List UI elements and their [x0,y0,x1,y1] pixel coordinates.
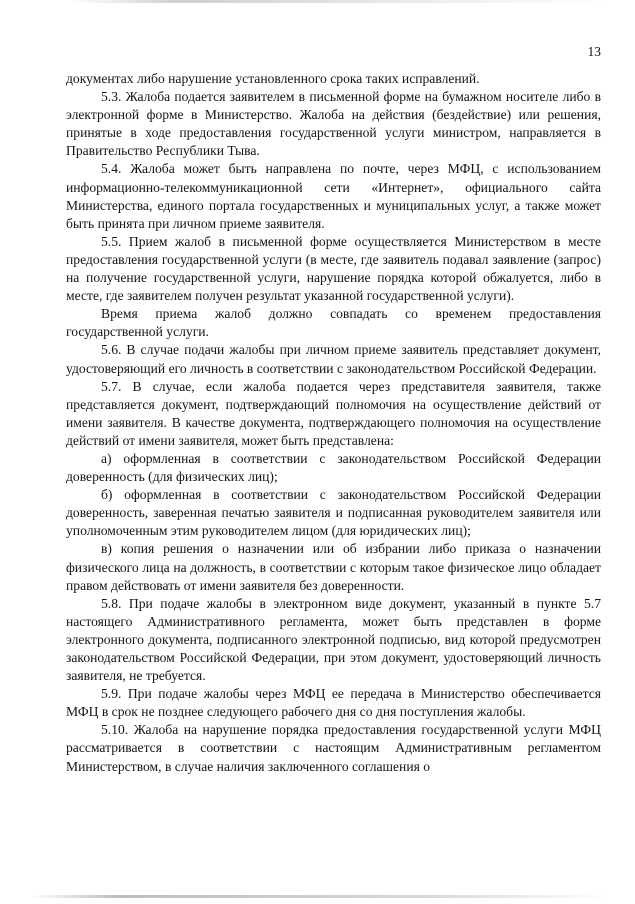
page-number: 13 [587,44,601,59]
list-item-b: б) оформленная в соответствии с законодательством Российской Федерации доверенность, заверенная печатью заявителя и подписанная руководителем заявителя или уполномоченным этим руководителем лицом (для юридических лиц); [66,487,601,539]
document-body [66,70,601,776]
paragraph-5-9: 5.9. При подаче жалобы через МФЦ ее передача в Министерство обеспечивается МФЦ в срок не позднее следующего рабочего дня со дня поступления жалобы. [66,686,601,720]
scan-edge-bottom [30,895,610,898]
list-item-a: а) оформленная в соответствии с законодательством Российской Федерации доверенность (для физических лиц); [66,450,601,485]
paragraph-reception-time: Время приема жалоб должно совпадать со временем предоставления государственной услуги. [66,306,601,340]
list-item-v: в) копия решения о назначении или об избрании либо приказа о назначении физического лица на должность, в соответствии с которым такое физическое лицо обладает правом действовать от имени заявителя без доверенности. [66,541,601,593]
paragraph-continuation: документах либо нарушение установленного срока таких исправлений. [66,71,480,86]
paragraph-5-10: 5.10. Жалоба на нарушение порядка предоставления государственной услуги МФЦ рассматривается в соответствии с настоящим Административным регламентом Министерством, в случае наличия заключенного соглашения о [66,722,601,774]
paragraph-5-7: 5.7. В случае, если жалоба подается через представителя заявителя, также представляется документ, подтверждающий полномочия на осуществление действий от имени заявителя. В качестве документа, подтверждающего полномочия на осуществление действий от имени заявителя, может быть представлена: [66,378,601,448]
paragraph-5-3: 5.3. Жалоба подается заявителем в письменной форме на бумажном носителе либо в электронной форме в Министерство. Жалоба на действия (бездействие) или решения, принятые в ходе предоставления государственной услуги министром, направляется в Правительство Республики Тыва. [66,89,601,159]
scan-edge-top [70,0,610,3]
paragraph-5-5: 5.5. Прием жалоб в письменной форме осуществляется Министерством в месте предоставления государственной услуги (в месте, где заявитель подавал заявление (запрос) на получение государственной услуги, нарушение порядка которой обжалуется, либо в месте, где заявителем получен результат указанной государственной услуги). [66,233,601,304]
paragraph-5-8: 5.8. При подаче жалобы в электронном виде документ, указанный в пункте 5.7 настоящего Административного регламента, может быть представлен в форме электронного документа, подписанного электронной подписью, вид которой предусмотрен законодательством Российской Федерации, при этом документ, удостоверяющий личность заявителя, не требуется. [66,595,601,684]
paragraph-5-4: 5.4. Жалоба может быть направлена по почте, через МФЦ, с использованием информационно-телекоммуникационной сети «Интернет», официального сайта Министерства, единого портала государственных и муниципальных услуг, а также может быть принята при личном приеме заявителя. [66,161,601,231]
paragraph-5-6: 5.6. В случае подачи жалобы при личном приеме заявитель представляет документ, удостоверяющий его личность в соответствии с законодательством Российской Федерации. [66,342,601,376]
